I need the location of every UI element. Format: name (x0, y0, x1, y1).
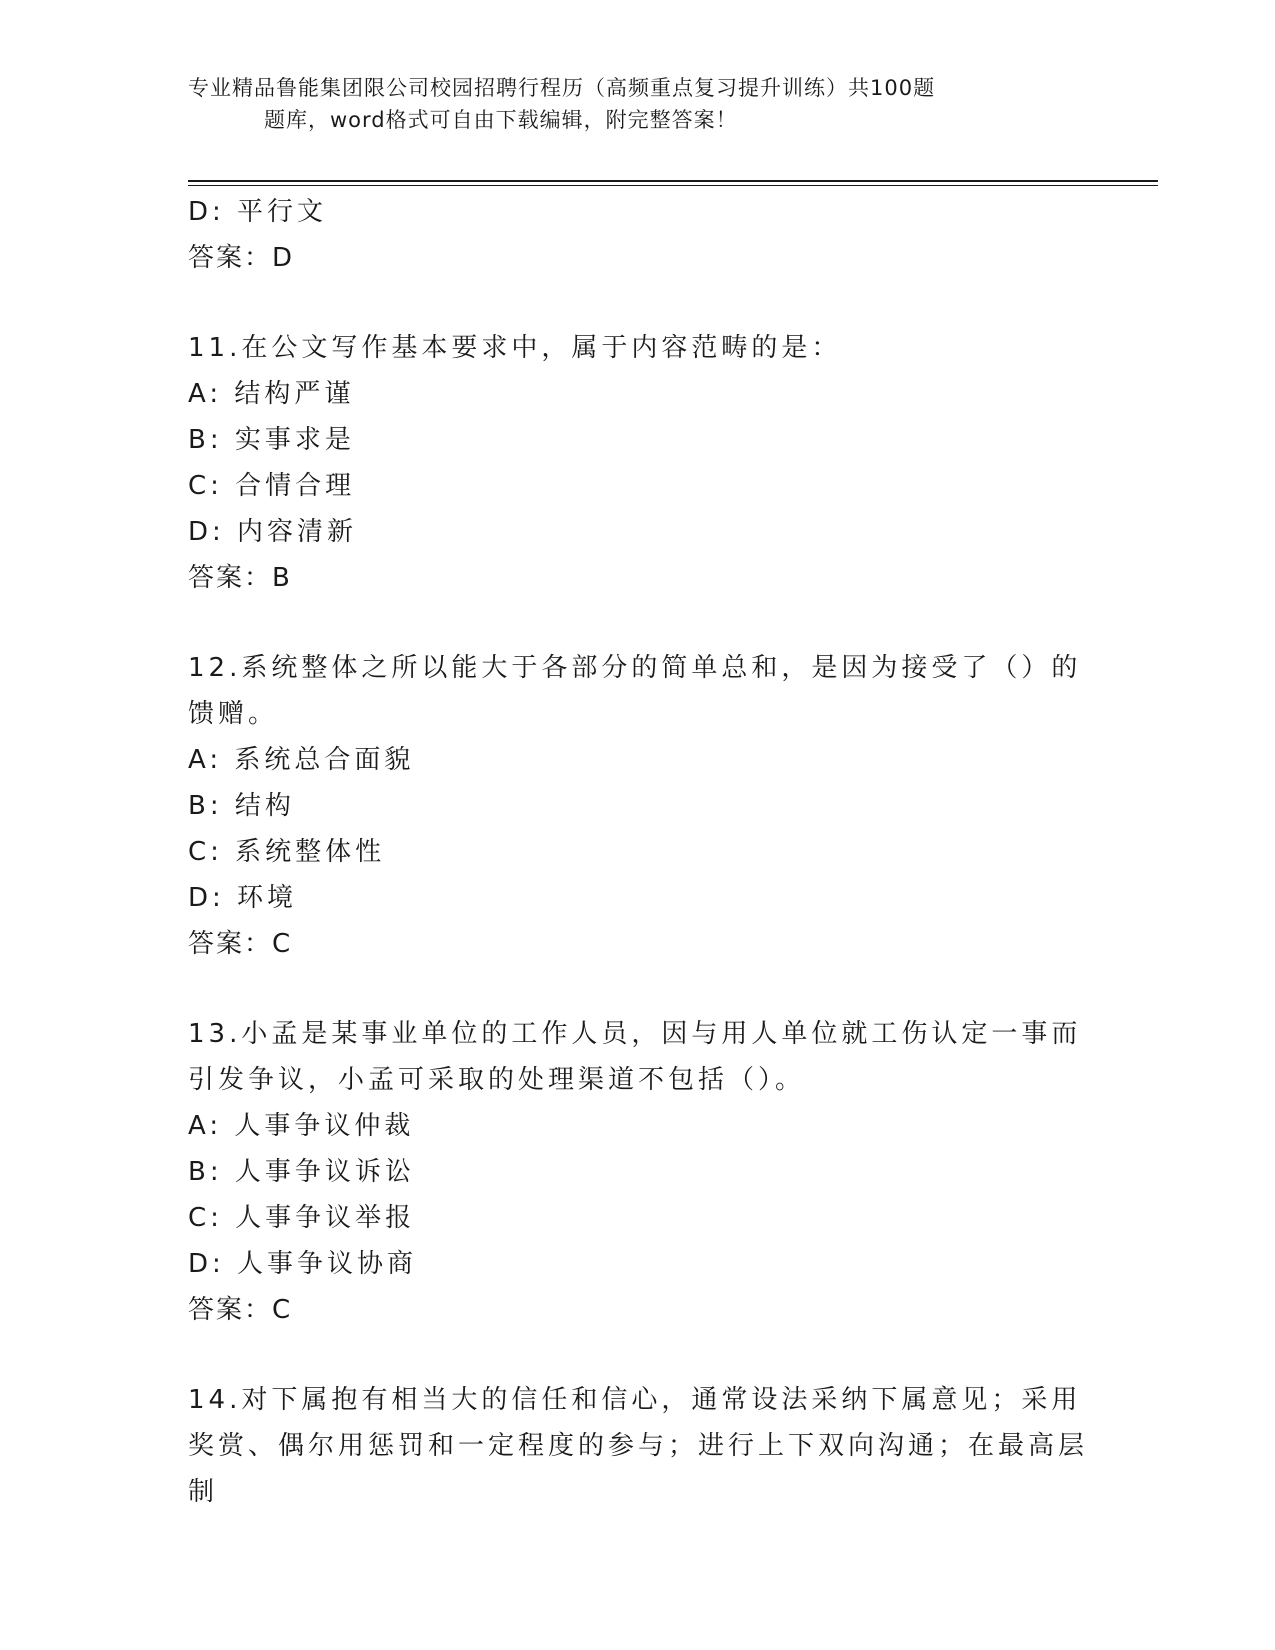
answer-line: 答案：C (188, 929, 293, 959)
answer-line: 答案：C (188, 1295, 293, 1325)
prev-question-tail (188, 189, 1088, 281)
option-a: A: 人事争议仲裁 (188, 1111, 415, 1141)
header-divider-thin (188, 185, 1158, 186)
option-b: B: 实事求是 (188, 425, 355, 455)
option-d: D: 内容清新 (188, 517, 358, 547)
answer-line: 答案：B (188, 563, 292, 593)
header-divider-thick (188, 180, 1158, 182)
question-11 (188, 325, 1088, 601)
document-header (188, 72, 1048, 136)
question-stem: 11.在公文写作基本要求中，属于内容范畴的是： (188, 333, 842, 363)
header-title-line2: 题库，word格式可自由下载编辑，附完整答案！ (264, 108, 738, 132)
option-c: C: 系统整体性 (188, 837, 386, 867)
option-d: D: 人事争议协商 (188, 1249, 418, 1279)
header-title-line1: 专业精品鲁能集团限公司校园招聘行程历（高频重点复习提升训练）共100题 (188, 76, 936, 100)
question-stem: 14.对下属抱有相当大的信任和信心，通常设法采纳下属意见；采用奖赏、偶尔用惩罚和一定程度的参与；进行上下双向沟通；在最高层制 (188, 1385, 1089, 1507)
option-c: C: 人事争议举报 (188, 1203, 416, 1233)
question-stem: 13.小孟是某事业单位的工作人员，因与用人单位就工伤认定一事而引发争议，小孟可采取的处理渠道不包括（）。 (188, 1019, 1082, 1095)
option-a: A: 系统总合面貌 (188, 745, 415, 775)
option-b: B: 结构 (188, 791, 295, 821)
option-b: B: 人事争议诉讼 (188, 1157, 415, 1187)
question-list (188, 189, 1088, 1515)
answer-line: 答案：D (188, 243, 295, 273)
option-c: C: 合情合理 (188, 471, 356, 501)
question-12 (188, 645, 1088, 967)
question-14 (188, 1377, 1088, 1515)
question-13 (188, 1011, 1088, 1333)
option-a: A: 结构严谨 (188, 379, 355, 409)
option-d: D: 环境 (188, 883, 298, 913)
question-stem: 12.系统整体之所以能大于各部分的简单总和，是因为接受了（）的馈赠。 (188, 653, 1082, 729)
option-d: D: 平行文 (188, 197, 328, 227)
